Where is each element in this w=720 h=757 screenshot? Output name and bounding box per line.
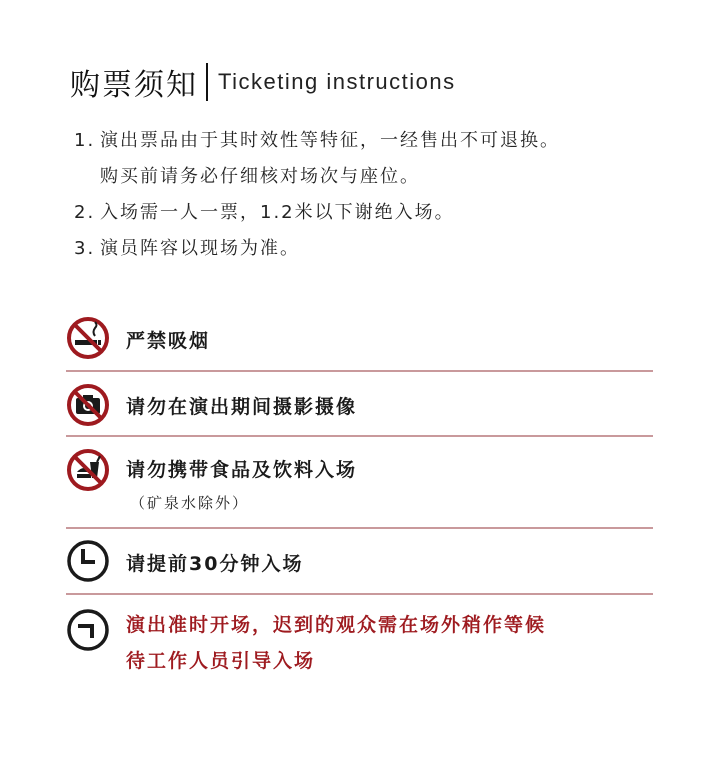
- no-camera-icon: [66, 383, 110, 427]
- item-text: 演员阵容以现场为准。: [100, 238, 300, 259]
- title-divider: [206, 63, 208, 101]
- notice-row: [66, 595, 653, 685]
- notice-label: 请勿在演出期间摄影摄像: [126, 396, 358, 418]
- item-number: 1.: [74, 130, 96, 151]
- page-header: [70, 60, 456, 104]
- notice-row: [66, 437, 653, 529]
- item-text: 入场需一人一票，1.2米以下谢绝入场。: [100, 202, 455, 223]
- notice-label-warning-cont: 待工作人员引导入场: [126, 650, 316, 672]
- instruction-list: [74, 123, 674, 267]
- item-number: 2.: [74, 202, 96, 223]
- notice-row: [66, 529, 653, 595]
- notice-list: [66, 312, 653, 685]
- item-number: 3.: [74, 238, 96, 259]
- notice-row: [66, 312, 653, 372]
- list-item-continuation: 购买前请务必仔细核对场次与座位。: [100, 166, 420, 187]
- notice-label: 严禁吸烟: [126, 330, 211, 352]
- notice-row: [66, 372, 653, 437]
- notice-text-block: [126, 455, 357, 513]
- notice-note: （矿泉水除外）: [130, 494, 250, 512]
- clock-icon: [66, 539, 110, 583]
- notice-label: 请勿携带食品及饮料入场: [126, 459, 358, 481]
- page-subtitle: Ticketing instructions: [218, 69, 456, 94]
- notice-label: 请提前30分钟入场: [126, 553, 304, 575]
- notice-text-block: [126, 607, 546, 679]
- notice-label-warning: 演出准时开场，迟到的观众需在场外稍作等候: [126, 614, 547, 636]
- no-food-drink-icon: [66, 448, 110, 492]
- clock-late-icon: [66, 608, 110, 652]
- page-title: 购票须知: [70, 68, 198, 103]
- list-item: [74, 195, 674, 231]
- list-item: [74, 123, 674, 159]
- list-item: [74, 231, 674, 267]
- no-smoking-icon: [66, 316, 110, 360]
- item-text: 演出票品由于其时效性等特征，一经售出不可退换。: [100, 130, 560, 151]
